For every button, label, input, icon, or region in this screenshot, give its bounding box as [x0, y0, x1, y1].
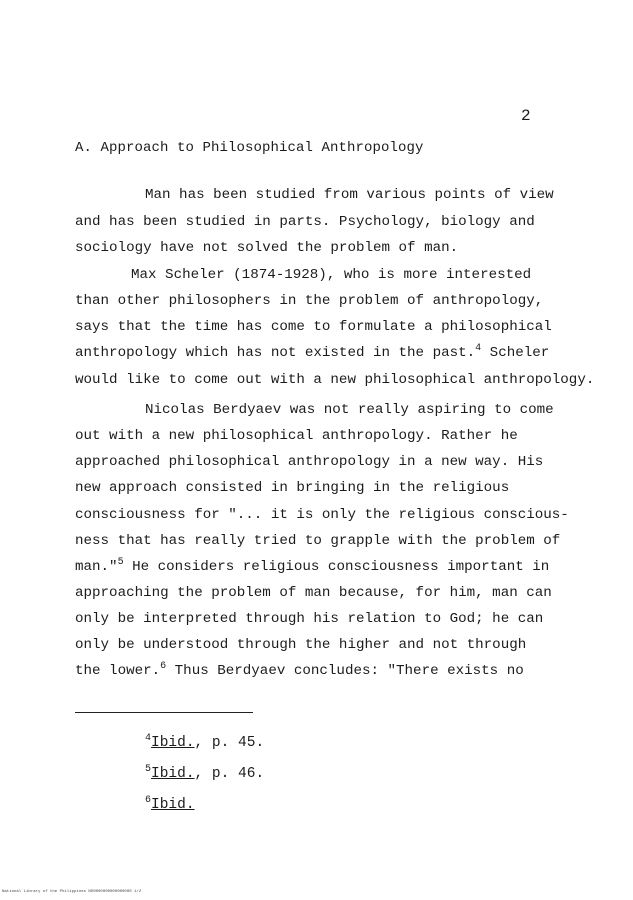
body-line: would like to come out with a new philosophical anthropology.: [75, 372, 595, 388]
footnote-divider: [75, 712, 253, 713]
footer-text: National Library of the Philippines ND0000000000000000 1/2: [2, 890, 142, 894]
body-line: ness that has really tried to grapple with the problem of: [75, 533, 561, 549]
body-line: new approach consisted in bringing in the religious: [75, 480, 510, 496]
footnote-item: $^4$Ibid., p. 45.: [145, 733, 265, 751]
body-line: the lower.$^6$ Thus Berdyaev concludes: "There exists no: [75, 661, 524, 679]
body-line: Man has been studied from various points of view: [145, 187, 554, 203]
body-line: only be understood through the higher and not through: [75, 637, 527, 653]
body-line: Nicolas Berdyaev was not really aspiring to come: [145, 402, 554, 418]
footnote-marker: 4: [475, 343, 482, 354]
body-line: man."$^5$ He considers religious consciousness important in: [75, 557, 550, 575]
footnote-marker: 6: [160, 661, 167, 672]
footnote-marker: 5: [117, 557, 124, 568]
body-line: than other philosophers in the problem of anthropology,: [75, 293, 544, 309]
footnote-item: $^5$Ibid., p. 46.: [145, 764, 265, 782]
body-line: only be interpreted through his relation to God; he can: [75, 611, 544, 627]
body-line: anthropology which has not existed in the past.$^4$ Scheler: [75, 343, 550, 361]
body-line: Max Scheler (1874-1928), who is more interested: [131, 267, 532, 283]
section-heading: A. Approach to Philosophical Anthropology: [75, 140, 424, 156]
body-line: approaching the problem of man because, for him, man can: [75, 585, 552, 601]
body-line: out with a new philosophical anthropology. Rather he: [75, 428, 518, 444]
body-line: and has been studied in parts. Psychology, biology and: [75, 214, 535, 230]
body-line: says that the time has come to formulate a philosophical: [75, 319, 552, 335]
body-line: consciousness for "... it is only the religious conscious-: [75, 507, 569, 523]
page-number: 2: [521, 107, 531, 125]
footnote-item: $^6$Ibid.: [145, 795, 195, 813]
body-line: approached philosophical anthropology in a new way. His: [75, 454, 544, 470]
body-line: sociology have not solved the problem of man.: [75, 240, 459, 256]
